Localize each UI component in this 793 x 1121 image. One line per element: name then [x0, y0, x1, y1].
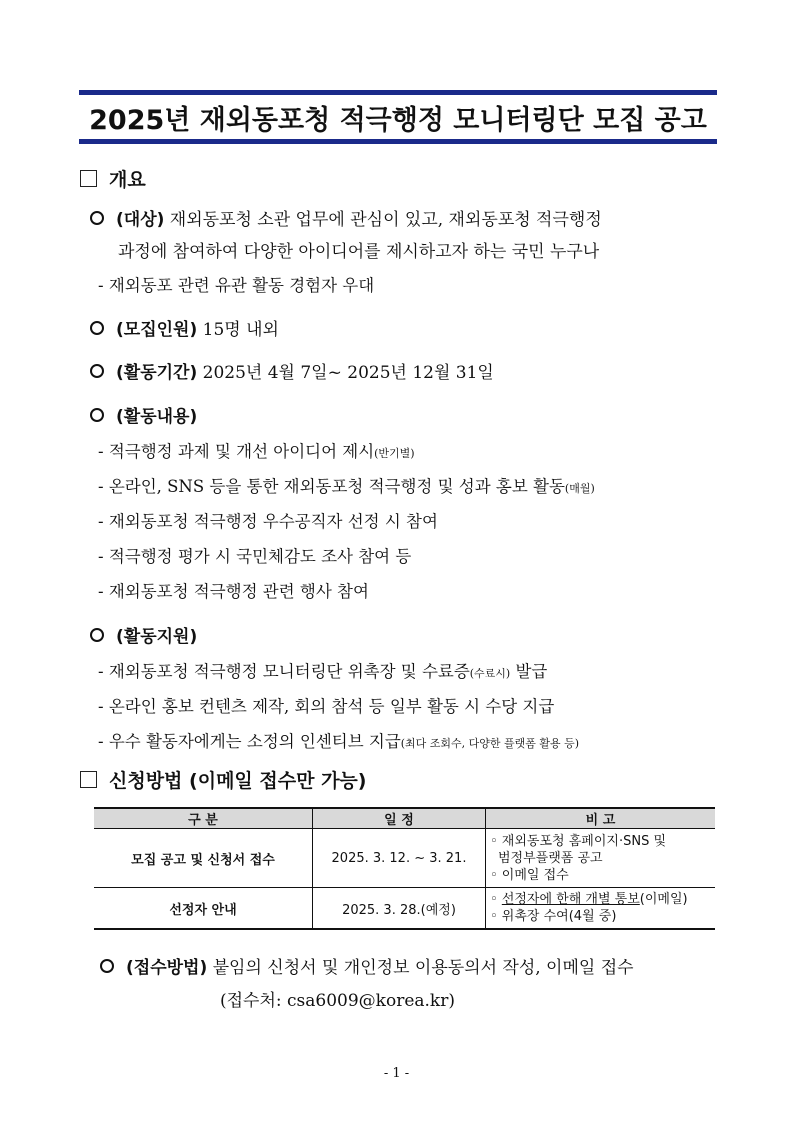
- content-line: - 온라인, SNS 등을 통한 재외동포청 적극행정 및 성과 홍보 활동(매월): [98, 477, 595, 496]
- schedule-table: [94, 807, 715, 930]
- table-cell: 모집 공고 및 신청서 접수: [94, 829, 313, 888]
- section-overview: [80, 165, 146, 192]
- support-line: - 우수 활동자에게는 소정의 인센티브 지급(최다 조회수, 다양한 플랫폼 활용 등): [98, 732, 580, 751]
- circle-bullet-icon: [90, 211, 104, 225]
- section-overview-label: 개요: [109, 169, 146, 191]
- target-text-1: 재외동포청 소관 업무에 관심이 있고, 재외동포청 적극행정: [164, 210, 602, 230]
- item-target: [90, 205, 602, 230]
- title-banner: [79, 90, 717, 144]
- target-label: (대상): [116, 210, 165, 230]
- circle-bullet-icon: [90, 364, 104, 378]
- content-line: - 적극행정 과제 및 개선 아이디어 제시(반기별): [98, 442, 415, 461]
- content-label: (활동내용): [116, 407, 198, 427]
- table-cell: 선정자 안내: [94, 888, 313, 930]
- support-line: - 재외동포청 적극행정 모니터링단 위촉장 및 수료증(수료시) 발급: [98, 662, 548, 681]
- target-sub: - 재외동포 관련 유관 활동 경험자 우대: [98, 276, 375, 295]
- table-header-row: [94, 808, 715, 829]
- section-apply-label: 신청방법 (이메일 접수만 가능): [109, 770, 367, 792]
- content-line: - 재외동포청 적극행정 우수공직자 선정 시 참여: [98, 512, 438, 531]
- table-cell: 2025. 3. 28.(예정): [313, 888, 486, 930]
- square-bullet-icon: [80, 771, 97, 788]
- table-header: 일 정: [313, 808, 486, 829]
- table-header: 비 고: [486, 808, 716, 829]
- item-recruit: [90, 315, 279, 340]
- page-title: 2025년 재외동포청 적극행정 모니터링단 모집 공고: [89, 104, 707, 136]
- circle-bullet-icon: [90, 321, 104, 335]
- circle-bullet-icon: [100, 959, 114, 973]
- content-line: - 재외동포청 적극행정 관련 행사 참여: [98, 582, 369, 601]
- item-content: [90, 402, 197, 427]
- submission-label: (접수방법): [126, 958, 208, 978]
- submission-text: 붙임의 신청서 및 개인정보 이용동의서 작성, 이메일 접수: [207, 958, 634, 978]
- period-label: (활동기간): [116, 363, 198, 383]
- section-apply: [80, 766, 366, 793]
- table-header: 구 분: [94, 808, 313, 829]
- table-cell: ◦ 재외동포청 홈페이지·SNS 및 범정부플랫폼 공고 ◦ 이메일 접수: [486, 829, 716, 888]
- item-submission: [100, 953, 634, 978]
- content-line: - 적극행정 평가 시 국민체감도 조사 참여 등: [98, 547, 412, 566]
- table-row: [94, 829, 715, 888]
- recruit-value: 15명 내외: [197, 320, 279, 340]
- circle-bullet-icon: [90, 408, 104, 422]
- submission-address: (접수처: csa6009@korea.kr): [220, 991, 455, 1011]
- item-support: [90, 622, 197, 647]
- target-text-2: 과정에 참여하여 다양한 아이디어를 제시하고자 하는 국민 누구나: [118, 242, 600, 262]
- page-number: - 1 -: [383, 1066, 410, 1081]
- item-period: [90, 358, 494, 383]
- table-cell: 2025. 3. 12. ~ 3. 21.: [313, 829, 486, 888]
- square-bullet-icon: [80, 170, 97, 187]
- table-cell: ◦ 선정자에 한해 개별 통보(이메일) ◦ 위촉장 수여(4월 중): [486, 888, 716, 930]
- period-value: 2025년 4월 7일~ 2025년 12월 31일: [197, 363, 494, 383]
- support-line: - 온라인 홍보 컨텐츠 제작, 회의 참석 등 일부 활동 시 수당 지급: [98, 697, 555, 716]
- recruit-label: (모집인원): [116, 320, 198, 340]
- table-row: [94, 888, 715, 930]
- circle-bullet-icon: [90, 628, 104, 642]
- support-label: (활동지원): [116, 627, 198, 647]
